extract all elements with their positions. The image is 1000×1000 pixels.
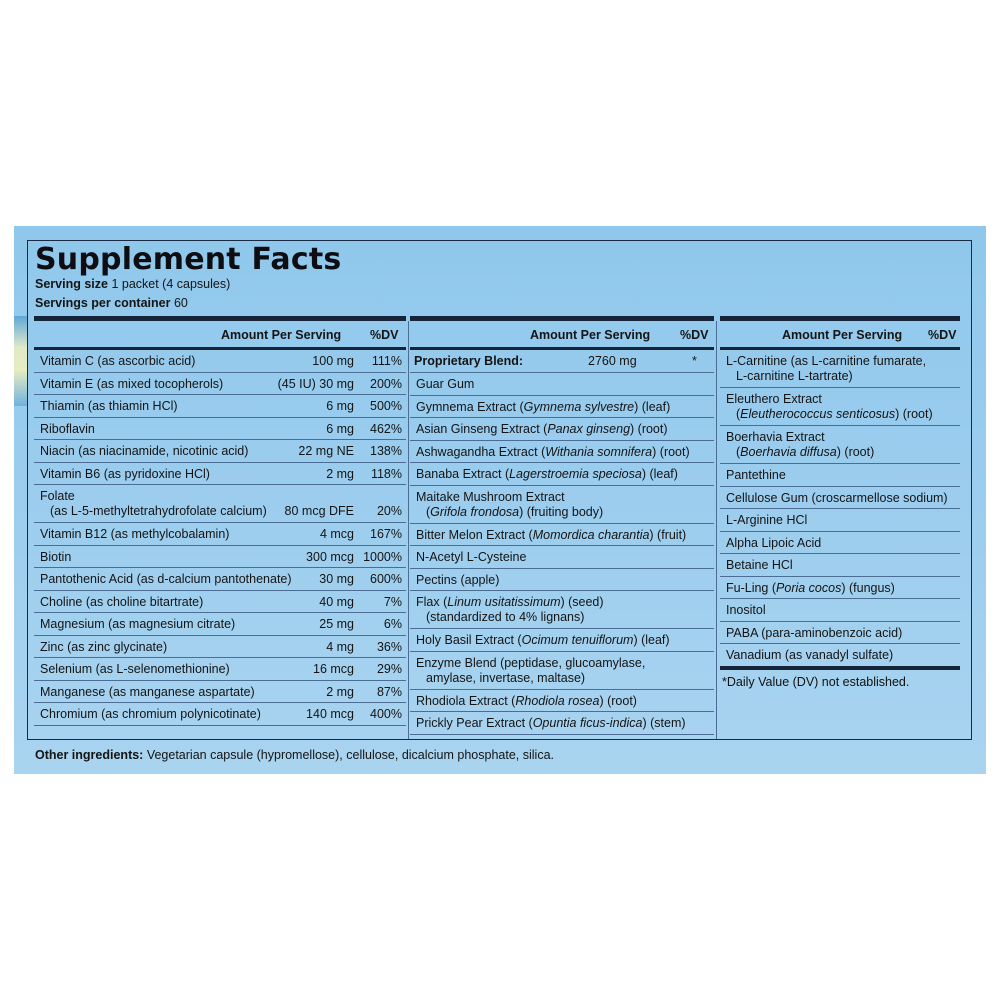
ingredient-text: Pantethine (726, 468, 786, 482)
ingredient-name (726, 430, 825, 445)
ingredient-row (410, 463, 714, 486)
ingredient-text: Ashwagandha Extract ( (416, 444, 546, 459)
ingredient-text: L-carnitine L-tartrate) (736, 369, 853, 383)
col2-header-dv: %DV (680, 328, 709, 342)
ingredient-name (726, 648, 893, 663)
col1-divider (408, 321, 409, 739)
ingredient-name (416, 633, 670, 648)
ingredient-text: Fu-Ling ( (726, 580, 777, 595)
ingredient-text: Cellulose Gum (croscarmellose sodium) (726, 490, 948, 505)
nutrient-amount: 4 mg (326, 639, 354, 654)
ingredient-name (416, 694, 637, 709)
nutrient-amount: 6 mg (326, 399, 354, 413)
ingredient-row (410, 712, 714, 735)
ingredient-botanical: Eleutherococcus senticosus (740, 407, 896, 421)
nutrient-amount: 2 mg (326, 684, 354, 699)
ingredient-name-detail (736, 445, 874, 460)
ingredient-row (720, 350, 960, 388)
ingredient-name (726, 603, 766, 618)
ingredient-name (726, 392, 822, 407)
ingredient-text: Flax ( (416, 595, 448, 609)
ingredient-row (410, 396, 714, 419)
col3-header (720, 320, 960, 347)
nutrient-row (34, 418, 406, 441)
ingredient-row (720, 426, 960, 464)
ingredient-botanical: Panax ginseng (547, 422, 631, 436)
ingredient-botanical: Rhodiola rosea (515, 693, 600, 708)
nutrient-amount: 22 mg NE (298, 444, 354, 458)
ingredient-text: Pectins (apple) (416, 572, 500, 587)
ingredient-name (416, 445, 690, 460)
nutrient-row (34, 613, 406, 636)
nutrient-dv: 167% (370, 527, 402, 541)
col3-rows (720, 350, 960, 667)
nutrient-row (34, 568, 406, 591)
ingredient-row (410, 418, 714, 441)
nutrient-name: Zinc (as zinc glycinate) (40, 639, 168, 654)
ingredient-row (720, 464, 960, 487)
ingredient-name (416, 716, 686, 731)
nutrient-name-detail: (as L-5-methyltetrahydrofolate calcium) (50, 504, 267, 518)
nutrient-row (34, 463, 406, 486)
proprietary-blend-column (410, 320, 714, 735)
ingredient-name (726, 513, 807, 528)
servings-value: 60 (173, 296, 188, 310)
nutrient-row (34, 591, 406, 614)
nutrient-amount: 6 mg (326, 421, 354, 436)
nutrient-dv: 87% (376, 684, 402, 699)
ingredient-name (416, 573, 499, 588)
nutrient-name: Riboflavin (40, 421, 95, 436)
ingredient-row (410, 629, 714, 652)
ingredient-name (416, 467, 678, 482)
ingredient-text: ( (736, 445, 741, 459)
ingredient-botanical: Poria cocos (776, 580, 842, 595)
ingredient-row (720, 644, 960, 667)
ingredient-text: L-Carnitine (as L-carnitine fumarate, (726, 354, 927, 368)
ingredient-text: Enzyme Blend (peptidase, glucoamylase, (416, 655, 646, 670)
ingredient-part: ) (root) (599, 693, 637, 708)
nutrient-name: Vitamin E (as mixed tocopherols) (40, 376, 224, 391)
ingredient-text: Asian Ginseng Extract ( (416, 422, 548, 436)
nutrient-name: Vitamin B6 (as pyridoxine HCl) (40, 466, 210, 481)
ingredient-text: Maitake Mushroom Extract (416, 489, 565, 504)
other-ingredients-text: Vegetarian capsule (hypromellose), cellulose, dicalcium phosphate, silica. (146, 748, 554, 762)
ingredient-text: Boerhavia Extract (726, 430, 825, 444)
ingredient-row (410, 652, 714, 690)
nutrient-name: Biotin (40, 549, 72, 564)
nutrient-row (34, 350, 406, 373)
ingredient-part: ) (root) (630, 422, 668, 436)
ingredient-row (720, 532, 960, 555)
ingredient-name (726, 491, 948, 506)
ingredient-part: ) (leaf) (641, 467, 678, 481)
nutrient-amount: 25 mg (319, 617, 354, 631)
nutrient-dv: 7% (383, 594, 402, 609)
col1-header-dv: %DV (370, 328, 399, 342)
ingredient-row (720, 554, 960, 577)
ingredient-row (720, 622, 960, 645)
ingredient-name (726, 468, 786, 483)
ingredient-text: (standardized to 4% lignans) (426, 610, 585, 624)
ingredient-name (726, 354, 926, 369)
ingredient-name (416, 595, 604, 610)
ingredient-text: PABA (para-aminobenzoic acid) (726, 625, 903, 640)
nutrient-name: Vitamin B12 (as methylcobalamin) (40, 527, 230, 541)
ingredient-row (720, 388, 960, 426)
nutrient-amount: 30 mg (319, 572, 354, 586)
nutrient-amount: 4 mcg (319, 527, 354, 541)
nutrient-dv: 20% (376, 504, 402, 518)
page-title: Supplement Facts (35, 242, 342, 277)
ingredient-name (416, 550, 526, 565)
ingredient-botanical: Lagerstroemia speciosa (509, 467, 642, 481)
ingredient-row (410, 373, 714, 396)
nutrient-name: Manganese (as manganese aspartate) (40, 684, 255, 699)
ingredient-row (410, 524, 714, 547)
col2-header-amount: Amount Per Serving (530, 328, 651, 342)
ingredient-botanical: Opuntia ficus-indica (532, 716, 643, 730)
serving-size-label: Serving size (35, 277, 108, 291)
nutrient-name: Selenium (as L-selenomethionine) (40, 662, 230, 676)
ingredient-text: Betaine HCl (726, 558, 793, 572)
ingredient-text: L-Arginine HCl (726, 513, 808, 527)
nutrient-amount: (45 IU) 30 mg (277, 376, 354, 391)
ingredient-name (416, 490, 565, 505)
blend-dv: * (692, 354, 697, 368)
col2-header (410, 320, 714, 347)
ingredient-part: ) (leaf) (633, 633, 670, 647)
ingredient-text: ( (736, 407, 741, 421)
ingredient-name (416, 422, 668, 437)
ingredient-text: Gymnema Extract ( (416, 399, 524, 414)
nutrient-amount: 300 mcg (306, 549, 354, 564)
col3-bottom-rule (720, 666, 960, 670)
ingredient-part: ) (root) (895, 407, 933, 421)
nutrient-dv: 118% (370, 466, 402, 481)
ingredient-name (416, 656, 645, 671)
nutrient-name: Magnesium (as magnesium citrate) (40, 617, 236, 631)
ingredient-row (720, 487, 960, 510)
label-accent-stripe (14, 316, 28, 406)
ingredient-text: Alpha Lipoic Acid (726, 535, 822, 550)
ingredient-name (416, 528, 686, 543)
nutrient-dv: 1000% (363, 549, 402, 564)
servings-label: Servings per container (35, 296, 171, 310)
ingredient-name (416, 400, 670, 415)
nutrient-row (34, 703, 406, 726)
nutrient-row (34, 440, 406, 463)
nutrient-dv: 600% (370, 572, 402, 586)
ingredient-botanical: Withania somnifera (545, 444, 653, 459)
serving-size-value: 1 packet (4 capsules) (111, 277, 231, 291)
nutrient-dv: 400% (370, 707, 402, 721)
ingredient-botanical: Grifola frondosa (430, 504, 520, 519)
ingredient-text: Holy Basil Extract ( (416, 633, 522, 647)
ingredient-name (726, 626, 902, 641)
nutrient-name: Chromium (as chromium polynicotinate) (40, 707, 261, 721)
dv-footnote: *Daily Value (DV) not established. (722, 674, 910, 689)
nutrient-row (34, 546, 406, 569)
ingredient-part: ) (fruiting body) (519, 504, 604, 519)
ingredient-botanical: Gymnema sylvestre (523, 399, 635, 414)
ingredient-part: ) (root) (652, 444, 690, 459)
nutrient-dv: 29% (376, 662, 402, 676)
blend-amount: 2760 mg (588, 354, 637, 368)
nutrient-name: Niacin (as niacinamide, nicotinic acid) (40, 444, 249, 458)
ingredient-text: Prickly Pear Extract ( (416, 716, 533, 730)
nutrient-dv: 500% (370, 399, 402, 413)
ingredient-name (726, 536, 821, 551)
nutrient-amount: 140 mcg (306, 707, 354, 721)
ingredient-name-detail (736, 407, 933, 422)
ingredient-text: ( (426, 504, 431, 519)
nutrient-row (34, 636, 406, 659)
nutrient-name: Choline (as choline bitartrate) (40, 594, 204, 609)
nutrient-amount: 2 mg (326, 466, 354, 481)
ingredient-part: ) (stem) (642, 716, 686, 730)
nutrient-name: Vitamin C (as ascorbic acid) (40, 354, 196, 368)
ingredient-name-detail (736, 369, 853, 384)
nutrient-amount: 40 mg (319, 594, 354, 609)
ingredient-row (410, 546, 714, 569)
ingredient-text: Vanadium (as vanadyl sulfate) (726, 648, 894, 662)
nutrient-name: Thiamin (as thiamin HCl) (40, 399, 178, 413)
nutrient-amount: 100 mg (312, 354, 354, 368)
blend-name: Proprietary Blend: (414, 354, 524, 368)
ingredient-text: N-Acetyl L-Cysteine (416, 550, 527, 564)
ingredient-name (726, 581, 895, 596)
nutrient-row (34, 658, 406, 681)
ingredient-botanical: Momordica charantia (532, 527, 650, 542)
ingredient-text: Inositol (726, 603, 766, 617)
nutrient-row (34, 373, 406, 396)
nutrient-name: Pantothenic Acid (as d-calcium pantothenate) (40, 572, 292, 586)
col1-header-amount: Amount Per Serving (221, 328, 342, 342)
ingredient-row (720, 599, 960, 622)
vitamins-minerals-column (34, 320, 406, 726)
col3-header-amount: Amount Per Serving (782, 328, 903, 342)
nutrient-dv: 462% (370, 421, 402, 436)
ingredient-text: Rhodiola Extract ( (416, 693, 516, 708)
servings-per-container (35, 296, 188, 310)
nutrient-dv: 111% (371, 354, 402, 368)
nutrient-row (34, 485, 406, 523)
ingredient-name (726, 558, 793, 573)
ingredient-row (410, 591, 714, 629)
ingredient-part: ) (root) (836, 445, 875, 459)
ingredient-text: Banaba Extract ( (416, 467, 510, 481)
ingredient-part: ) (seed) (560, 595, 604, 609)
ingredient-row (410, 690, 714, 713)
ingredient-botanical: Boerhavia diffusa (740, 445, 837, 459)
col2-divider (716, 321, 717, 739)
ingredient-part: ) (fruit) (649, 527, 687, 542)
ingredient-row (410, 569, 714, 592)
other-ingredients-column (720, 320, 960, 689)
other-ingredients-label: Other ingredients: (35, 748, 144, 762)
nutrient-name: Folate (40, 489, 75, 503)
col2-rows (410, 373, 714, 735)
nutrient-row (34, 681, 406, 704)
ingredient-part: ) (leaf) (634, 399, 671, 414)
blend-row (410, 350, 714, 373)
ingredient-row (720, 509, 960, 532)
nutrient-row (34, 523, 406, 546)
col3-header-dv: %DV (928, 328, 957, 342)
nutrient-amount: 16 mcg (313, 662, 354, 676)
other-ingredients (35, 748, 554, 762)
ingredient-text: amylase, invertase, maltase) (426, 670, 586, 685)
ingredient-row (410, 441, 714, 464)
nutrient-dv: 138% (370, 444, 402, 458)
nutrient-dv: 6% (383, 617, 402, 631)
ingredient-text: Guar Gum (416, 377, 475, 391)
ingredient-row (410, 486, 714, 524)
ingredient-part: ) (fungus) (841, 580, 895, 595)
ingredient-botanical: Ocimum tenuiflorum (521, 633, 634, 647)
ingredient-name-detail (426, 610, 584, 625)
ingredient-name-detail (426, 505, 603, 520)
nutrient-row (34, 395, 406, 418)
ingredient-name-detail (426, 671, 585, 686)
nutrient-amount: 80 mcg DFE (284, 504, 354, 518)
ingredient-text: Eleuthero Extract (726, 392, 822, 406)
serving-size (35, 277, 230, 291)
ingredient-text: Bitter Melon Extract ( (416, 527, 533, 542)
ingredient-row (720, 577, 960, 600)
col1-header (34, 320, 406, 347)
nutrient-dv: 36% (376, 639, 402, 654)
ingredient-name (416, 377, 474, 392)
col1-rows (34, 350, 406, 726)
nutrient-dv: 200% (370, 376, 402, 391)
ingredient-botanical: Linum usitatissimum (447, 595, 561, 609)
